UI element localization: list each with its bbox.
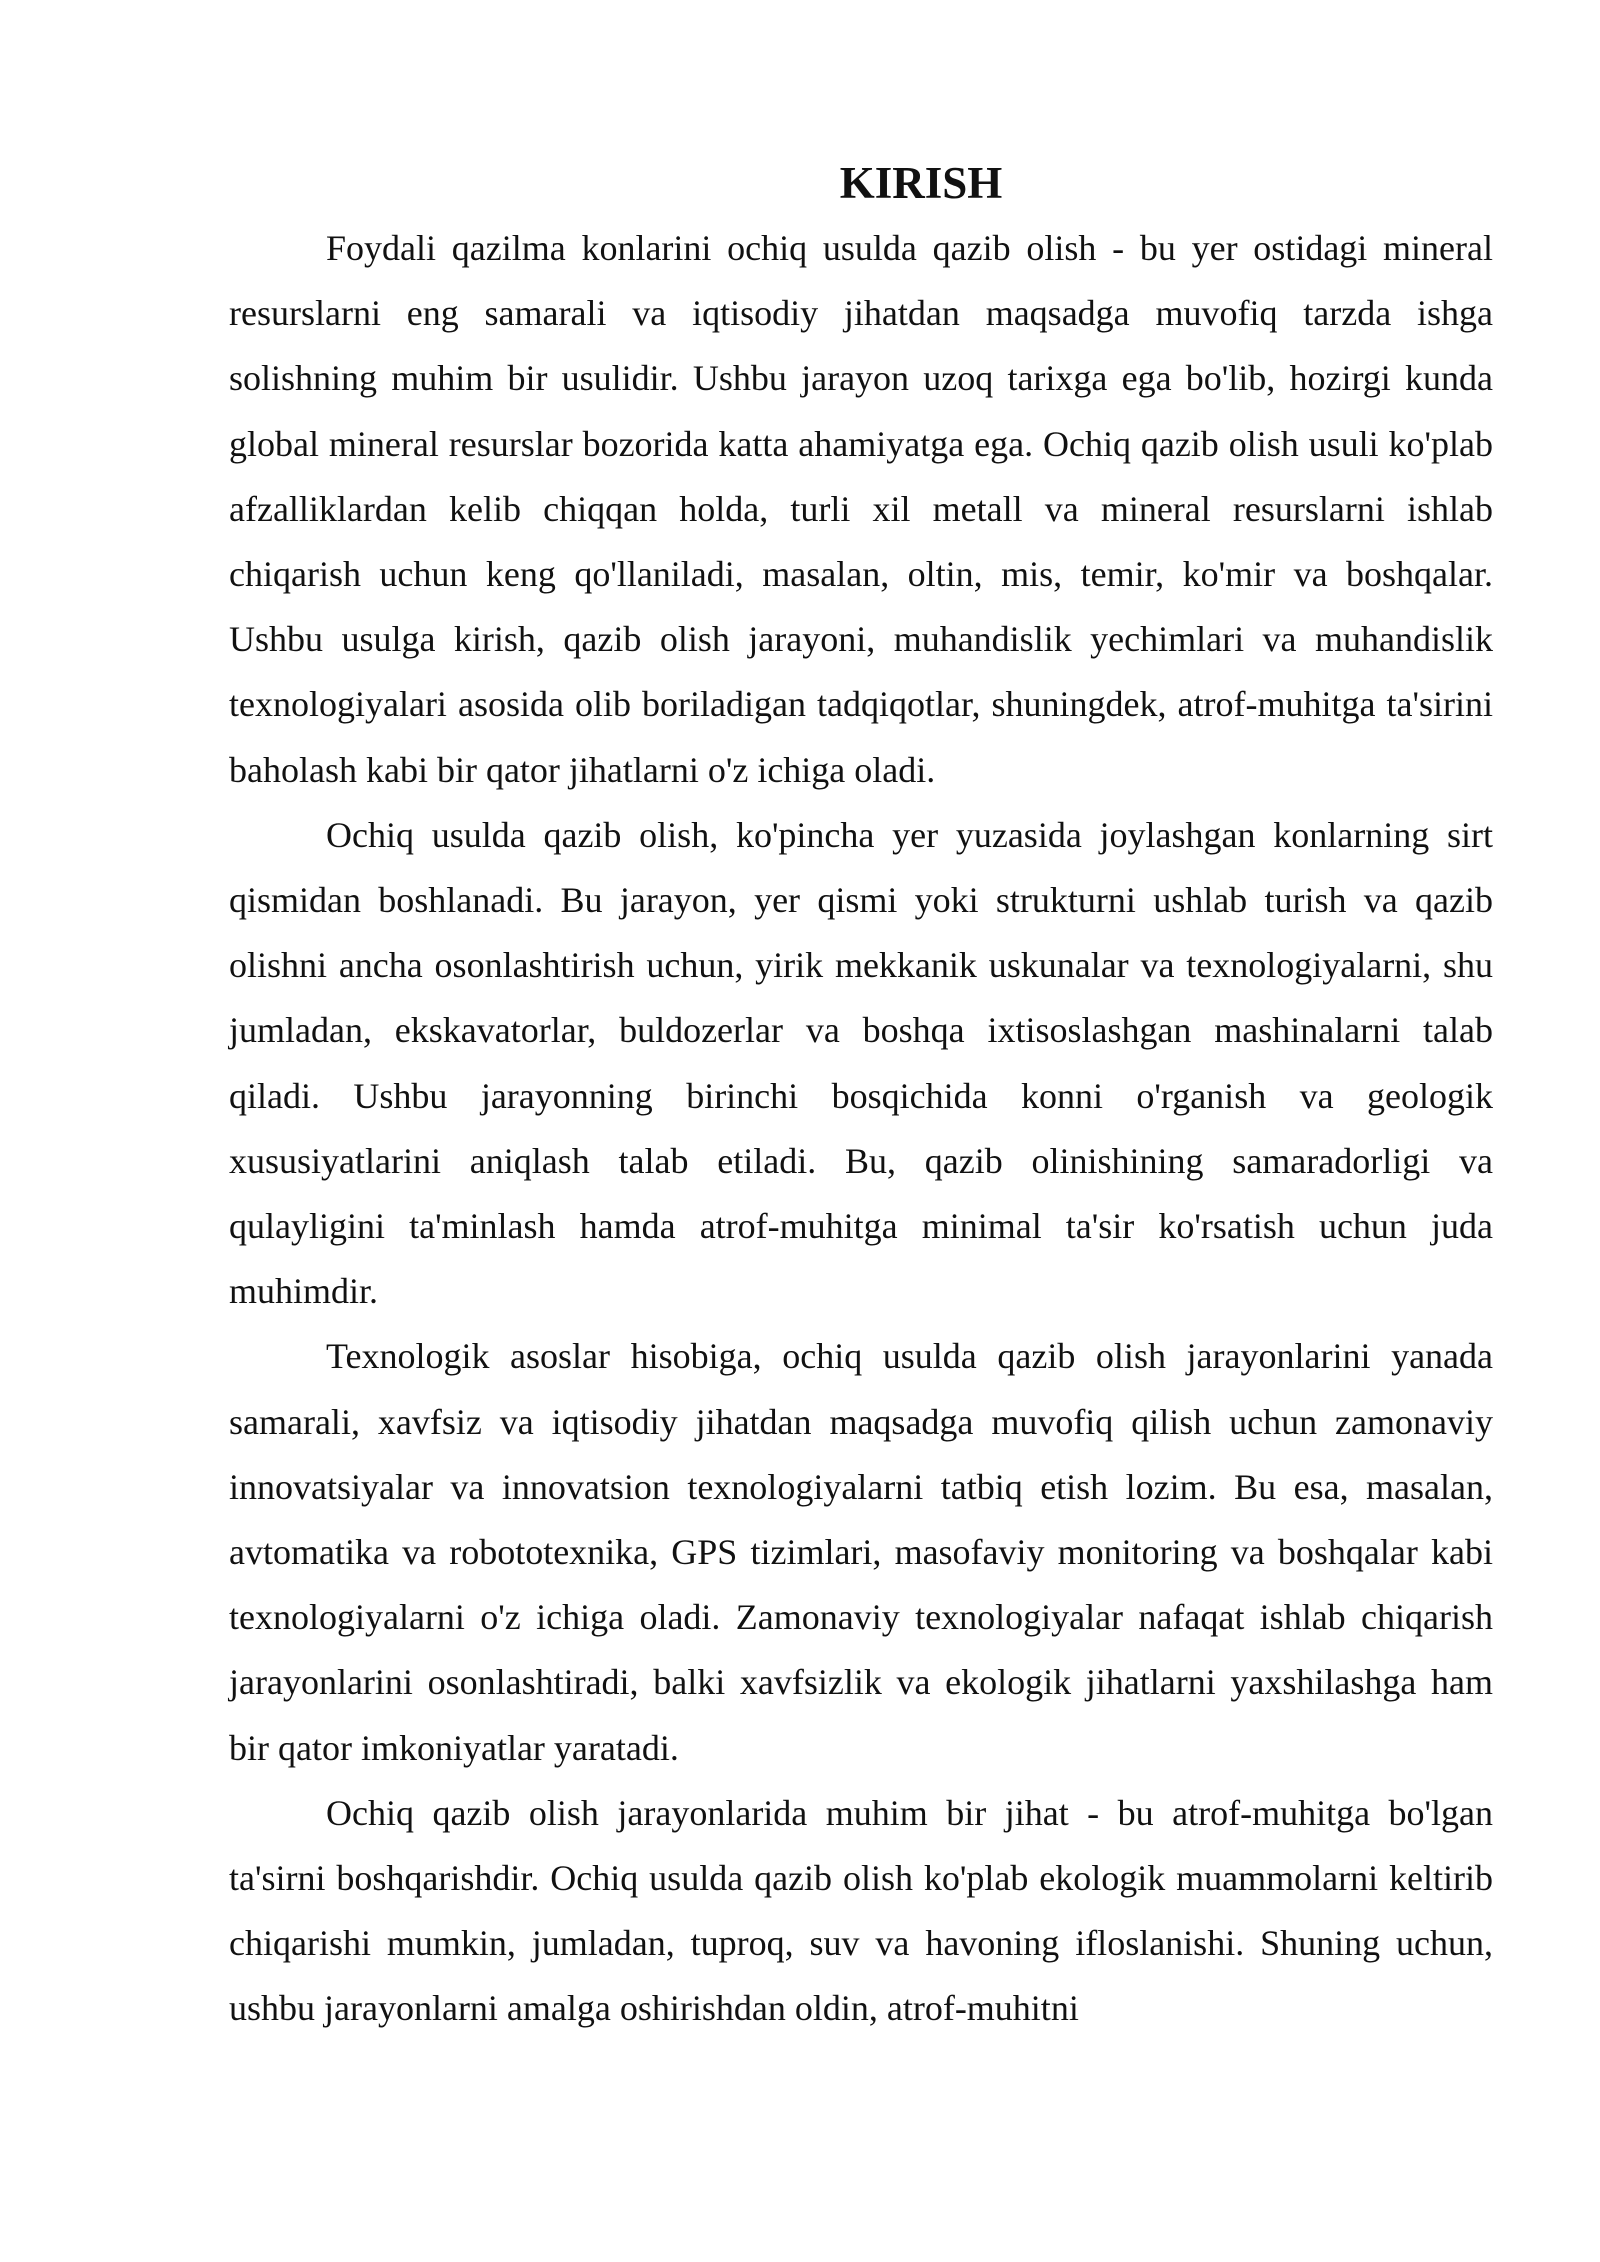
paragraph-2: Ochiq usulda qazib olish, ko'pincha yer yuzasida joylashgan konlarning sirt qismidan boshlanadi. Bu jarayon, yer qismi yoki strukturni ushlab turish va qazib olishni ancha osonlashtirish uchun, yirik mekkanik uskunalar va texnologiyalarni, shu jumladan, ekskavatorlar, buldozerlar va boshqa ixtisoslashgan mashinalarni talab qiladi. Ushbu jarayonning birinchi bosqichida konni o'rganish va geologik xususiyatlarini aniqlash talab etiladi. Bu, qazib olinishining samaradorligi va qulayligini ta'minlash hamda atrof-muhitga minimal ta'sir ko'rsatish uchun juda muhimdir.	[229, 814, 1493, 1312]
paragraph-4: Ochiq qazib olish jarayonlarida muhim bir jihat - bu atrof-muhitga bo'lgan ta'sirni boshqarishdir. Ochiq usulda qazib olish ko'plab ekologik muammolarni keltirib chiqarishi mumkin, jumladan, tuproq, suv va havoning ifloslanishi. Shuning uchun, ushbu jarayonlarni amalga oshirishdan oldin, atrof-muhitni	[229, 1792, 1493, 2029]
paragraph-1: Foydali qazilma konlarini ochiq usulda qazib olish - bu yer ostidagi mineral resurslarni eng samarali va iqtisodiy jihatdan maqsadga muvofiq tarzda ishga solishning muhim bir usulidir. Ushbu jarayon uzoq tarixga ega bo'lib, hozirgi kunda global mineral resurslar bozorida katta ahamiyatga ega. Ochiq qazib olish usuli ko'plab afzalliklardan kelib chiqqan holda, turli xil metall va mineral resurslarni ishlab chiqarish uchun keng qo'llaniladi, masalan, oltin, mis, temir, ko'mir va boshqalar. Ushbu usulga kirish, qazib olish jarayoni, muhandislik yechimlari va muhandislik texnologiyalari asosida olib boriladigan tadqiqotlar, shuningdek, atrof-muhitga ta'sirini baholash kabi bir qator jihatlarni o'z ichiga oladi.	[229, 228, 1493, 790]
document-page	[229, 150, 1493, 2042]
page-title: KIRISH	[839, 158, 1003, 208]
paragraph-3: Texnologik asoslar hisobiga, ochiq usulda qazib olish jarayonlarini yanada samarali, xavfsiz va iqtisodiy jihatdan maqsadga muvofiq qilish uchun zamonaviy innovatsiyalar va innovatsion texnologiyalarni tatbiq etish lozim. Bu esa, masalan, avtomatika va robototexnika, GPS tizimlari, masofaviy monitoring va boshqalar kabi texnologiyalarni o'z ichiga oladi. Zamonaviy texnologiyalar nafaqat ishlab chiqarish jarayonlarini osonlashtiradi, balki xavfsizlik va ekologik jihatlarni yaxshilashga ham bir qator imkoniyatlar yaratadi.	[229, 1336, 1493, 1768]
